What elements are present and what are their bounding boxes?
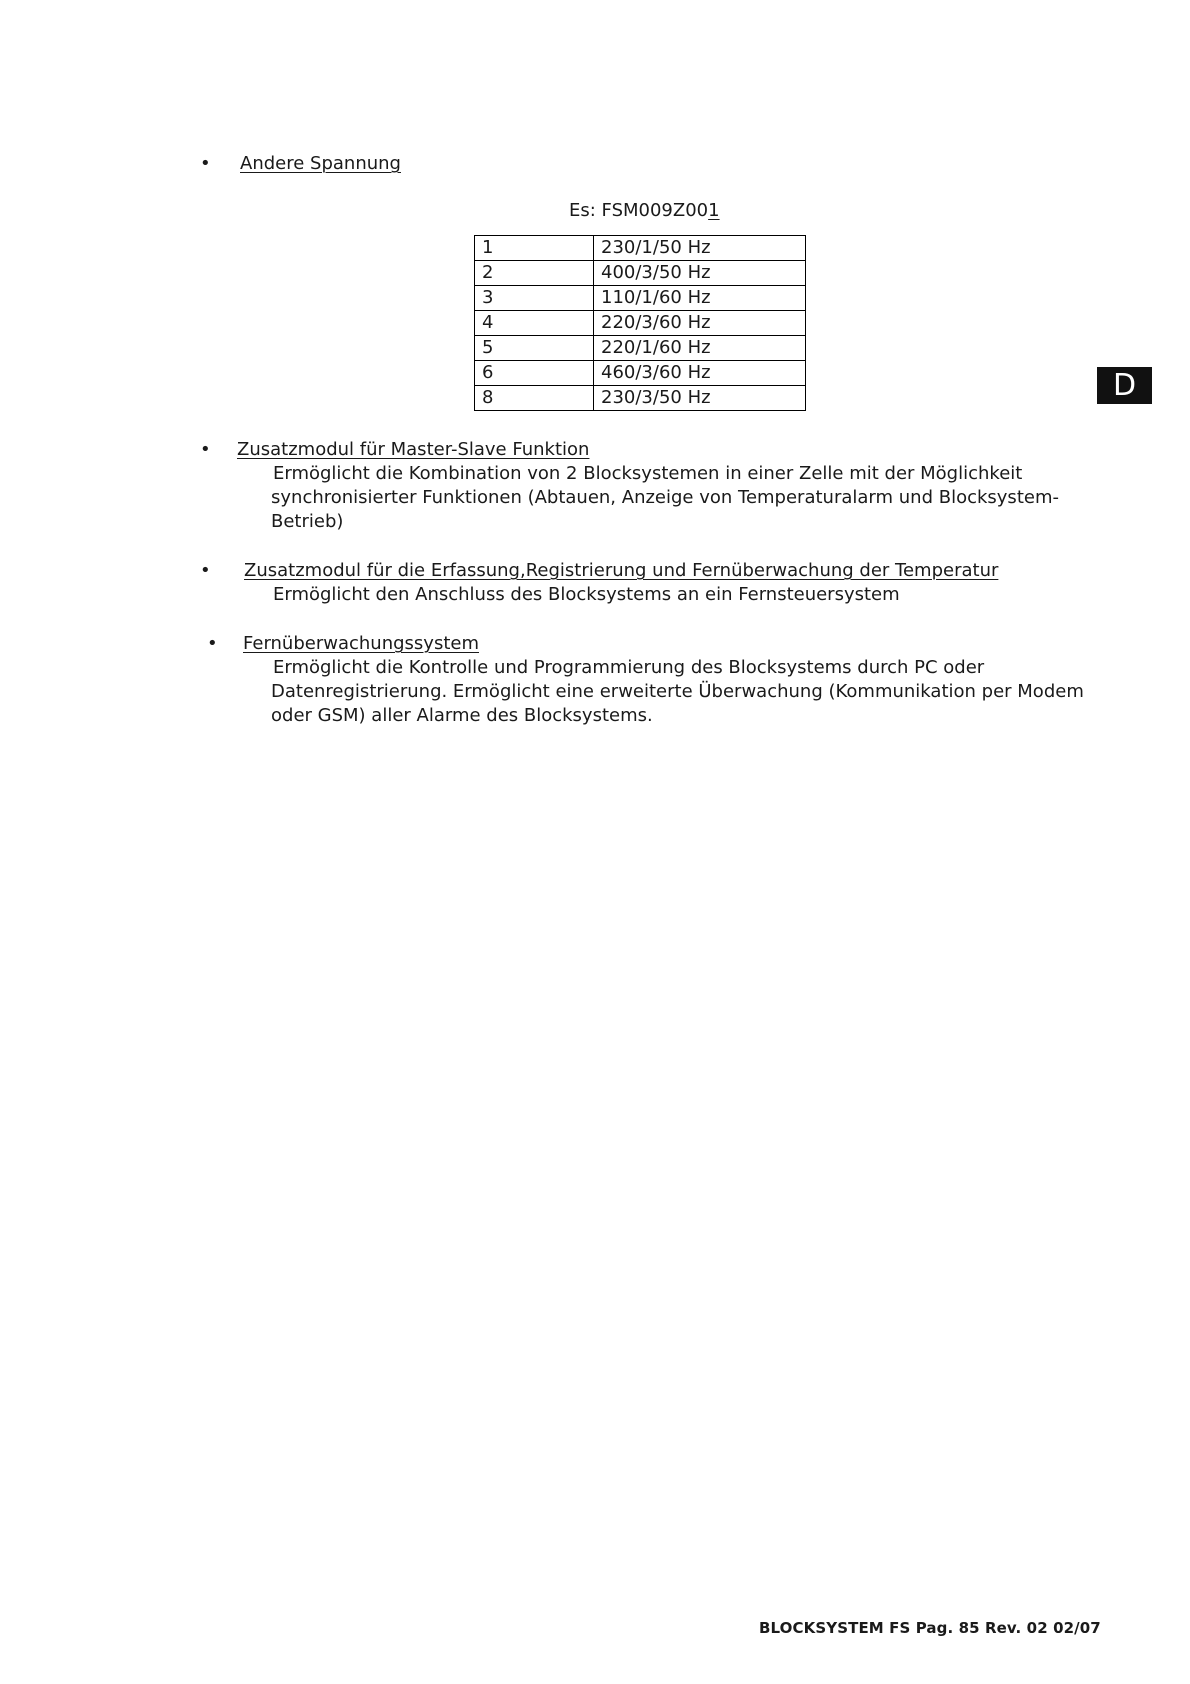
table-row (475, 286, 806, 311)
code-cell: 3 (475, 286, 594, 311)
temperature-line: Ermöglicht den Anschluss des Blocksystems an ein Fernsteuersystem (273, 584, 900, 605)
code-cell: 5 (475, 336, 594, 361)
code-cell: 1 (475, 236, 594, 261)
table-row (475, 386, 806, 411)
remote-line: Ermöglicht die Kontrolle und Programmierung des Blocksystems durch PC oder (273, 657, 985, 678)
example-prefix: Es: FSM009Z00 (569, 200, 709, 221)
page-footer: BLOCKSYSTEM FS Pag. 85 Rev. 02 02/07 (759, 1619, 1101, 1637)
master-slave-line: Betrieb) (271, 511, 344, 532)
voltage-table (474, 235, 806, 411)
temperature-heading: Zusatzmodul für die Erfassung,Registrierung und Fernüberwachung der Temperatur (244, 560, 999, 581)
bullet-icon: • (200, 560, 211, 581)
spec-cell: 230/3/50 Hz (594, 386, 806, 411)
table-row (475, 361, 806, 386)
spec-cell: 110/1/60 Hz (594, 286, 806, 311)
remote-line: oder GSM) aller Alarme des Blocksystems. (271, 705, 653, 726)
code-cell: 4 (475, 311, 594, 336)
spec-cell: 230/1/50 Hz (594, 236, 806, 261)
table-row (475, 336, 806, 361)
remote-line: Datenregistrierung. Ermöglicht eine erweiterte Überwachung (Kommunikation per Modem (271, 681, 1084, 702)
master-slave-line: synchronisierter Funktionen (Abtauen, Anzeige von Temperaturalarm und Blocksystem- (271, 487, 1059, 508)
example-digit: 1 (708, 200, 720, 221)
master-slave-line: Ermöglicht die Kombination von 2 Blocksystemen in einer Zelle mit der Möglichkeit (273, 463, 1023, 484)
bullet-icon: • (207, 633, 218, 654)
code-cell: 2 (475, 261, 594, 286)
code-cell: 6 (475, 361, 594, 386)
spec-cell: 220/3/60 Hz (594, 311, 806, 336)
table-row (475, 311, 806, 336)
example-code (569, 199, 720, 223)
master-slave-heading: Zusatzmodul für Master-Slave Funktion (237, 439, 590, 460)
bullet-icon: • (200, 439, 211, 460)
bullet-icon: • (200, 153, 211, 174)
code-cell: 8 (475, 386, 594, 411)
spec-cell: 400/3/50 Hz (594, 261, 806, 286)
table-row (475, 261, 806, 286)
language-tab: D (1097, 367, 1152, 404)
remote-heading: Fernüberwachungssystem (243, 633, 479, 654)
table-row (475, 236, 806, 261)
spec-cell: 220/1/60 Hz (594, 336, 806, 361)
voltage-heading: Andere Spannung (240, 153, 401, 174)
spec-cell: 460/3/60 Hz (594, 361, 806, 386)
